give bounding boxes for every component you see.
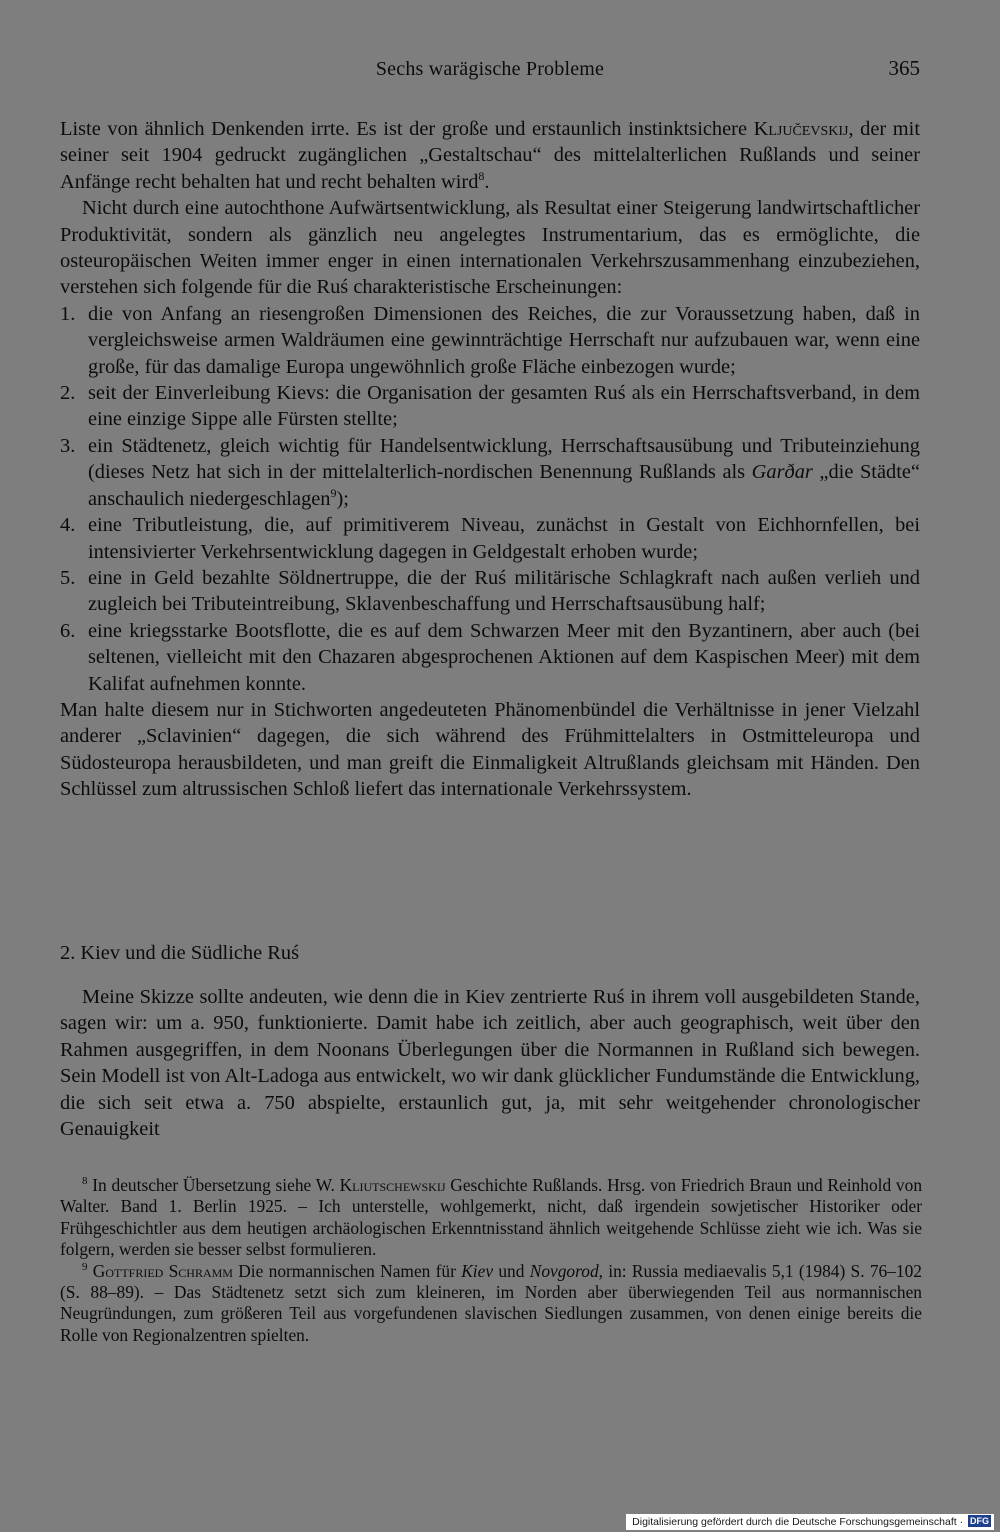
page-header — [60, 56, 920, 86]
italic-kiev: Kiev — [461, 1260, 494, 1281]
dfg-funding-banner — [626, 1514, 994, 1530]
page-number: 365 — [888, 56, 920, 80]
section-paragraph-1: Meine Skizze sollte andeuten, wie denn die in Kiev zentrierte Ruś in ihrem voll ausgebildeten Stande, sagen wir: um a. 950, funktionierte. Damit habe ich zeitlich, aber auch geographisch, weit über den Rahmen ausgegriffen, in dem Noonans Überlegungen über die Normannen in Rußland sich bewegen. Sein Modell ist von Alt-Ladoga aus entwickelt, wo wir dank glücklicher Fundumstände die Entwicklung, die sich seit etwa a. 750 abspielte, erstaunlich gut, ja, mit sehr weitgehender chronologischer Genauigkeit — [60, 986, 920, 1141]
italic-novgorod: Novgorod — [529, 1260, 599, 1281]
footnote-text: Geschichte Rußlands. Hrsg. von Friedrich Braun und Reinhold von Walter. Band 1. Berlin 1925. – Ich unterstelle, wohlgemerkt, nicht, daß irgendein sowjetischer Historiker oder Frühgeschichtler aus dem heutigen archäologischen Erkenntnisstand ähnlich weitgehende Schlüsse zieht wie ich. Was sie folgern, werden sie besser selbst formulieren. — [60, 1175, 923, 1260]
list-item-number: 5. — [60, 566, 76, 589]
list-item — [60, 512, 920, 565]
list-item-number: 1. — [60, 302, 76, 325]
list-item — [60, 618, 920, 697]
paragraph-2: Nicht durch eine autochthone Aufwärtsentwicklung, als Resultat einer Steigerung landwirtschaftlicher Produktivität, sondern als gänzlich neu angelegtes Instrumentarium, das es ermöglichte, die osteuropäischen Weiten immer enger in einen internationalen Verkehrszusammenhang einzubeziehen, verstehen sich folgende für die Ruś charakteristische Erscheinungen: — [60, 197, 920, 299]
section-text — [60, 984, 920, 1142]
list-item-text: ein Städtenetz, gleich wichtig für Handelsentwicklung, Herrschaftsausübung und Tributeinziehung (dieses Netz hat sich in der mittelalterlich-nordischen Benennung Rußlands als — [88, 434, 920, 484]
list-item-text: eine Tributleistung, die, auf primitiverem Niveau, zunächst in Gestalt von Eichhornfellen, bei intensivierter Verkehrsentwicklung dagegen in Geldgestalt erhoben wurde; — [88, 514, 920, 563]
paragraph-1-text-a: Liste von ähnlich Denkenden irrte. Es ist der große und erstaunlich instinktsichere — [60, 118, 754, 140]
list-item — [60, 380, 920, 433]
paragraph-3: Man halte diesem nur in Stichworten angedeuteten Phänomenbündel die Verhältnisse in jener Vielzahl anderer „Sclavinien“ dagegen, die sich während des Frühmittelalters in Ostmitteleuropa und Südosteuropa herausbildeten, und man greift die Einmaligkeit Altrußlands gleichsam mit Händen. Den Schlüssel zum altrussischen Schloß liefert das internationale Verkehrssystem. — [60, 698, 920, 801]
list-item-text: eine in Geld bezahlte Söldnertruppe, die der Ruś militärische Schlagkraft nach außen verlieh und zugleich bei Tributeintreibung, Sklavenbeschaffung und Herrschaftsausübung half; — [88, 566, 920, 616]
list-item-number: 3. — [60, 434, 76, 457]
list-item-text: eine kriegsstarke Bootsflotte, die es auf dem Schwarzen Meer mit den Byzantinern, aber auch (bei seltenen, vielleicht mit den Chazaren abgesprochenen Aktionen auf dem Kaspischen Meer) mit dem Kalifat aufnehmen konnte. — [88, 619, 920, 695]
footnote-8 — [60, 1175, 922, 1261]
dfg-logo: DFG — [970, 1516, 989, 1526]
footnote-text: In deutscher Übersetzung siehe W. — [92, 1175, 340, 1195]
footnote-9 — [60, 1261, 922, 1347]
footnotes — [60, 1175, 922, 1346]
italic-term-gardar: Garðar — [751, 461, 813, 484]
list-item — [60, 565, 920, 618]
author-name-kliutschewskij: Kliutschewskij — [339, 1175, 446, 1195]
paragraph-1-text-c: . — [484, 170, 490, 193]
list-item-number: 2. — [60, 382, 76, 405]
footnote-number: 9 — [82, 1260, 88, 1273]
list-item-number: 6. — [60, 619, 76, 642]
list-item — [60, 301, 920, 380]
paragraph-1 — [60, 116, 920, 195]
funding-notice: Digitalisierung gefördert durch die Deutsche Forschungsgemeinschaft · — [632, 1516, 964, 1528]
footnote-text: und — [493, 1260, 530, 1281]
feature-list — [60, 301, 920, 697]
footnote-ref-8: 8 — [478, 168, 485, 183]
paragraph-1-text-b: , der mit seiner seit 1904 gedruckt zugänglichen „Gestaltschau“ des mittelalterlichen Rußlands und seiner Anfänge recht behalten hat und recht behalten wird — [60, 118, 920, 193]
author-name-klucevskij: Ključevskij — [753, 118, 849, 140]
list-item-text: die von Anfang an riesengroßen Dimensionen des Reiches, die zur Voraussetzung haben, daß in vergleichsweise armen Waldräumen eine gewinnträchtige Herrschaft nur aufzubauen war, wenn eine große, für das damalige Europa ungewöhnlich große Fläche einbezogen wurde; — [88, 302, 920, 378]
section-heading: 2. Kiev und die Südliche Ruś — [60, 942, 300, 964]
footnote-text: , in: Russia mediaevalis 5,1 (1984) S. 76–102 (S. 88–89). – Das Städtenetz setzt sich zum kleineren, im Norden aber überwiegenden Teil aus normannischen Neugründungen, zum größeren Teil aus vorgefundenen slavischen Siedlungen zusammen, von denen einige bereits die Rolle von Regionalzentren spielten. — [60, 1260, 922, 1345]
running-title: Sechs warägische Probleme — [375, 58, 605, 80]
list-item-number: 4. — [60, 514, 76, 537]
list-item-text: ); — [336, 487, 349, 510]
footnote-ref-9: 9 — [330, 485, 337, 500]
list-item-text: seit der Einverleibung Kievs: die Organisation der gesamten Ruś als ein Herrschaftsverband, in dem eine einzige Sippe alle Fürsten stellte; — [88, 382, 920, 431]
footnote-number: 8 — [82, 1175, 88, 1187]
footnote-text: Die normannischen Namen für — [232, 1260, 462, 1281]
list-item — [60, 433, 920, 512]
main-text — [60, 116, 920, 803]
list-item-text: „die Städte“ anschaulich niedergeschlagen — [88, 461, 920, 510]
author-name-schramm: Gottfried Schramm — [92, 1260, 233, 1281]
